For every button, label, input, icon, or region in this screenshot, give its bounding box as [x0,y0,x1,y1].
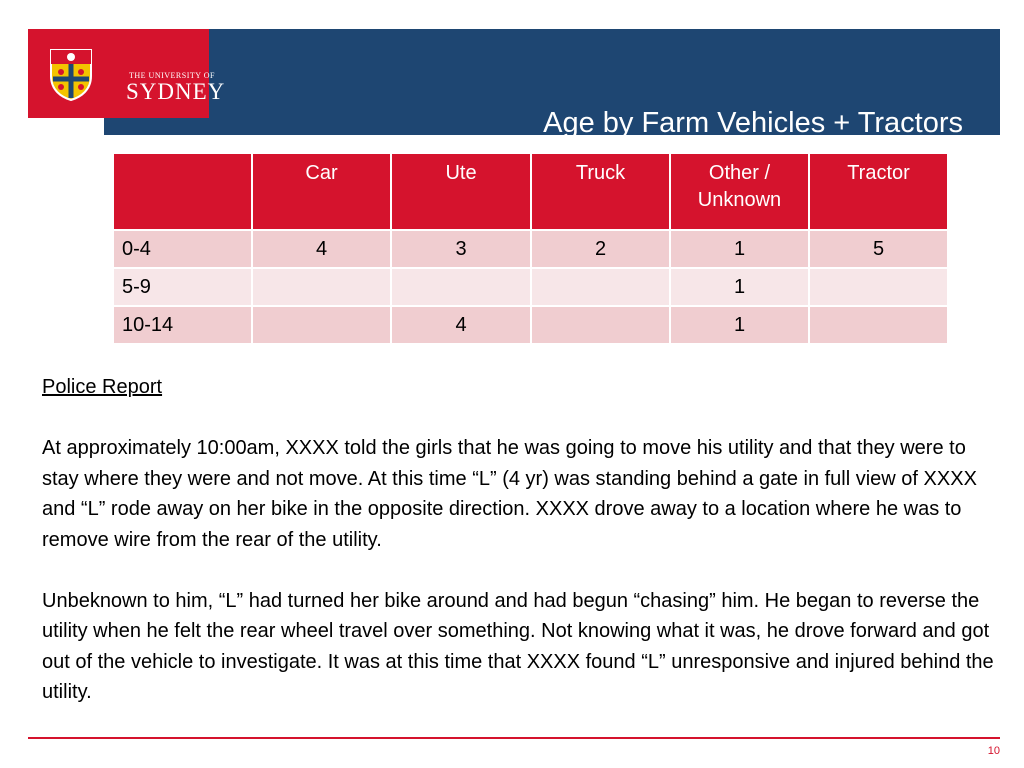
table-cell: 2 [531,230,670,268]
table-row [113,230,948,268]
header-cell-blank [113,153,252,230]
logo-line2: SYDNEY [126,79,226,104]
table-cell: 3 [391,230,531,268]
report-paragraph: Unbeknown to him, “L” had turned her bike around and had begun “chasing” him. He began to reverse the utility when he felt the rear wheel travel over something. Not knowing what it was, he drove forward and got out of the vehicle to investigate. It was at this time that XXXX found “L” unresponsive and injured behind the utility. [42,589,994,703]
table-cell [809,268,948,306]
table-row [113,306,948,344]
report-paragraph: At approximately 10:00am, XXXX told the girls that he was going to move his utility and that they were to stay where they were and not move. At this time “L” (4 yr) was standing behind a gate in full view of XXXX and “L” rode away on her bike in the opposite direction. XXXX drove away to a location where he was to remove wire from the rear of the utility. [42,437,977,551]
table-cell [531,306,670,344]
age-group-cell: 10-14 [113,306,252,344]
report-heading: Police Report [42,376,163,398]
header-cell-car: Car [252,153,391,230]
vehicle-age-table [112,152,949,345]
footer-divider [28,737,1000,739]
table-cell: 4 [391,306,531,344]
header-band [104,29,1000,139]
table-cell: 1 [670,230,809,268]
police-report [42,372,1002,708]
table-cell [531,268,670,306]
table-cell [809,306,948,344]
header-cell-tractor: Tractor [809,153,948,230]
table-cell: 1 [670,306,809,344]
university-logo [28,29,226,118]
header-cell-other-unknown: Other / Unknown [670,153,809,230]
table-header-row [113,153,948,230]
age-group-cell: 0-4 [113,230,252,268]
table-cell [391,268,531,306]
university-crest-icon [47,46,95,102]
table-cell [252,268,391,306]
table-cell: 4 [252,230,391,268]
header-cell-ute: Ute [391,153,531,230]
header-cell-truck: Truck [531,153,670,230]
slide-title: Age by Farm Vehicles + Tractors [543,107,963,139]
table-cell [252,306,391,344]
paragraph-spacer [42,403,1002,434]
logo-line1: THE UNIVERSITY OF [129,71,215,80]
page-number: 10 [987,745,1000,757]
paragraph-spacer [42,555,1002,586]
table-cell: 5 [809,230,948,268]
age-group-cell: 5-9 [113,268,252,306]
table-cell: 1 [670,268,809,306]
table-row [113,268,948,306]
